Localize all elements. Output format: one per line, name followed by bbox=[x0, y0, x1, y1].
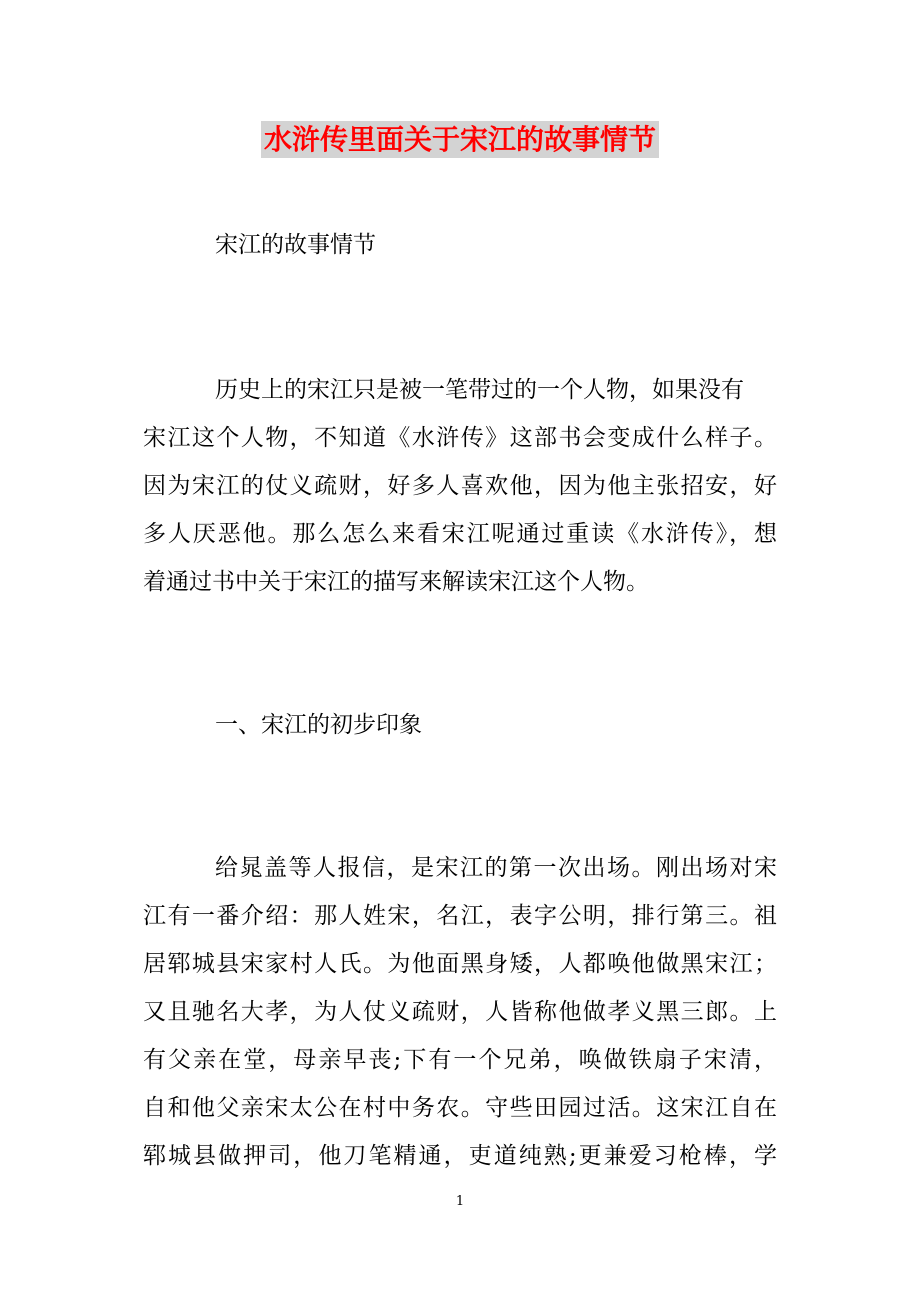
text-line: 又且驰名大孝，为人仗义疏财，人皆称他做孝义黑三郎。上 bbox=[143, 999, 777, 1025]
text-line: 自和他父亲宋太公在村中务农。守些田园过活。这宋江自在 bbox=[143, 1095, 777, 1121]
text-line: 郓城县做押司，他刀笔精通，吏道纯熟;更兼爱习枪棒，学 bbox=[143, 1143, 777, 1169]
text-line: 因为宋江的仗义疏财，好多人喜欢他，因为他主张招安，好 bbox=[143, 473, 777, 499]
text-line: 有父亲在堂，母亲早丧;下有一个兄弟，唤做铁扇子宋清， bbox=[143, 1047, 777, 1073]
text-line: 江有一番介绍：那人姓宋，名江，表字公明，排行第三。祖 bbox=[143, 903, 777, 929]
document-title: 水浒传里面关于宋江的故事情节 bbox=[0, 118, 920, 158]
text-line: 多人厌恶他。那么怎么来看宋江呢通过重读《水浒传》，想 bbox=[143, 521, 777, 547]
page-number: 1 bbox=[455, 1194, 465, 1209]
text-line: 居郓城县宋家村人氏。为他面黑身矮，人都唤他做黑宋江； bbox=[143, 951, 777, 977]
text-line: 宋江这个人物，不知道《水浒传》这部书会变成什么样子。 bbox=[143, 425, 777, 451]
text-line: 着通过书中关于宋江的描写来解读宋江这个人物。 bbox=[143, 569, 649, 595]
subtitle: 宋江的故事情节 bbox=[215, 232, 376, 258]
text-line: 历史上的宋江只是被一笔带过的一个人物，如果没有 bbox=[215, 377, 744, 403]
text-line: 给晁盖等人报信，是宋江的第一次出场。刚出场对宋 bbox=[215, 855, 777, 881]
section-heading: 一、宋江的初步印象 bbox=[215, 712, 422, 738]
